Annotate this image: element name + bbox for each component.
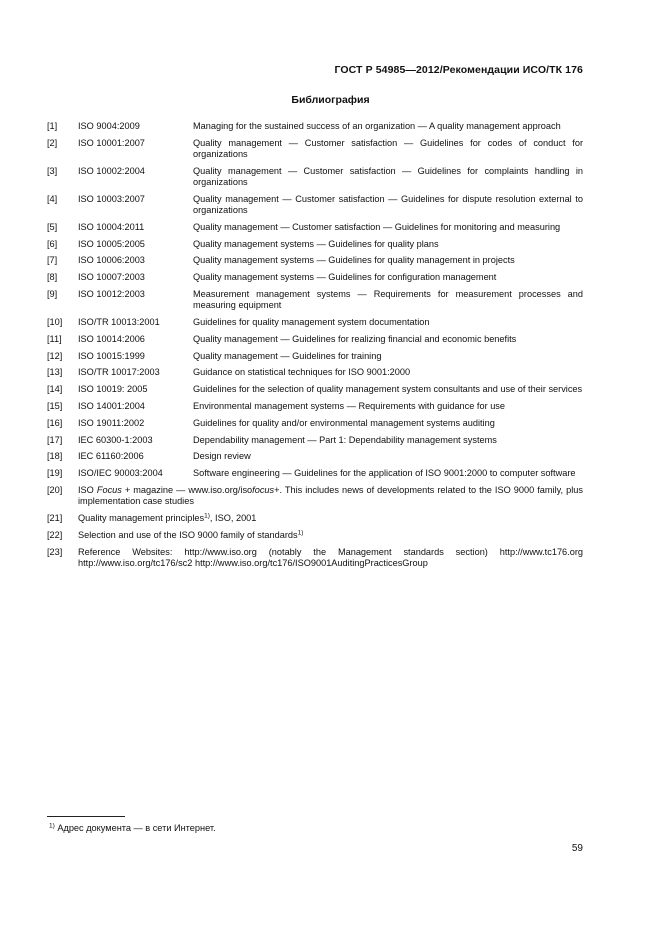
reference-title: Guidance on statistical techniques for ISO 9001:2000 xyxy=(193,367,411,378)
reference-code: ISO 14001:2004 xyxy=(78,400,145,411)
reference-item xyxy=(47,166,583,188)
reference-title: Quality management — Customer satisfaction — Guidelines for complaints handling in organizations xyxy=(193,165,583,187)
reference-item xyxy=(47,255,583,266)
reference-title: Software engineering — Guidelines for the application of ISO 9001:2000 to computer software xyxy=(193,468,576,479)
reference-code: ISO 10002:2004 xyxy=(78,165,145,176)
reference-item xyxy=(47,451,583,462)
page-number: 59 xyxy=(571,843,583,854)
reference-code: ISO 10004:2011 xyxy=(78,221,145,232)
reference-code: ISO 9004:2009 xyxy=(78,121,140,131)
reference-item xyxy=(47,384,583,395)
reference-code: ISO 10005:2005 xyxy=(78,238,145,249)
reference-code: IEC 61160:2006 xyxy=(78,451,144,462)
reference-item xyxy=(47,289,583,311)
footnote-marker: 1) xyxy=(204,512,210,520)
reference-item xyxy=(47,367,583,378)
reference-title: Quality management — Customer satisfaction — Guidelines for dispute resolution external to organizations xyxy=(193,193,583,215)
reference-item xyxy=(47,435,583,446)
website-link[interactable]: http://www.iso.org/tc176/ISO9001AuditingPracticesGroup xyxy=(194,557,428,568)
reference-item xyxy=(47,418,583,429)
reference-title: Quality management systems — Guidelines for quality management in projects xyxy=(193,255,515,266)
website-link[interactable]: http://www.iso.org (notably the Management standards section) xyxy=(184,546,488,557)
reference-item xyxy=(47,138,583,160)
bibliography-list xyxy=(47,121,583,575)
reference-title: Quality management — Guidelines for training xyxy=(193,350,382,361)
reference-number: [6] xyxy=(47,238,58,249)
reference-code: ISO 10006:2003 xyxy=(78,255,145,266)
reference-number: [10] xyxy=(47,316,63,327)
reference-number: [21] xyxy=(47,512,63,523)
reference-code: ISO 10001:2007 xyxy=(78,137,145,148)
reference-code: ISO 10007:2003 xyxy=(78,272,145,283)
website-link[interactable]: http://www.iso.org/tc176/sc2 xyxy=(78,557,193,568)
reference-number: [4] xyxy=(47,193,58,204)
reference-code: ISO 10003:2007 xyxy=(78,193,145,204)
footnote-separator xyxy=(47,816,125,817)
reference-number: [11] xyxy=(47,333,62,344)
reference-code: ISO/TR 10013:2001 xyxy=(78,316,160,327)
reference-title: Quality management — Customer satisfaction — Guidelines for codes of conduct for organizations xyxy=(193,137,583,159)
footnote-marker: 1) xyxy=(49,822,55,830)
reference-item xyxy=(47,485,583,507)
reference-number: [19] xyxy=(47,468,63,479)
page-header: ГОСТ Р 54985—2012/Рекомендации ИСО/ТК 176 xyxy=(334,64,583,76)
reference-code: ISO 10019: 2005 xyxy=(78,384,148,395)
reference-number: [7] xyxy=(47,255,58,266)
footnote: $^{1)}$ Адрес документа — в сети Интернет. xyxy=(49,822,216,833)
reference-number: [15] xyxy=(47,400,63,411)
reference-item xyxy=(47,351,583,362)
reference-item xyxy=(47,513,583,524)
reference-title: Quality management — Customer satisfaction — Guidelines for monitoring and measuring xyxy=(193,221,561,232)
reference-websites xyxy=(78,547,583,569)
reference-number: [13] xyxy=(47,367,63,378)
reference-number: [3] xyxy=(47,165,58,176)
reference-code: ISO 10012:2003 xyxy=(78,288,145,299)
reference-number: [5] xyxy=(47,221,58,232)
section-title: Библиография xyxy=(291,94,370,106)
reference-number: [9] xyxy=(47,288,58,299)
reference-number: [1] xyxy=(47,121,58,131)
reference-number: [20] xyxy=(47,484,63,495)
reference-item xyxy=(47,121,583,132)
reference-number: [17] xyxy=(47,434,63,445)
reference-code: ISO/IEC 90003:2004 xyxy=(78,468,163,479)
reference-text: Quality management principles$^{1)}$, ISO, 2001 xyxy=(78,512,257,523)
reference-text: Selection and use of the ISO 9000 family of standards$^{1)}$ xyxy=(78,529,304,540)
reference-item xyxy=(47,401,583,412)
reference-text: ISO Focus + magazine — www.iso.org/isofocus+. This includes news of developments related to the ISO 9000 family, plus implementation case studies xyxy=(78,484,583,507)
reference-number: [23] xyxy=(47,546,63,557)
reference-item xyxy=(47,468,583,479)
reference-number: [12] xyxy=(47,350,63,361)
reference-number: [16] xyxy=(47,417,63,428)
reference-title: Measurement management systems — Requirements for measurement processes and measuring equipment xyxy=(193,288,583,311)
reference-title: Quality management systems — Guidelines for quality plans xyxy=(193,238,439,249)
reference-title: Quality management systems — Guidelines for configuration management xyxy=(193,272,497,283)
reference-item xyxy=(47,530,583,541)
reference-item xyxy=(47,317,583,328)
reference-item xyxy=(47,334,583,345)
reference-item xyxy=(47,272,583,283)
reference-item xyxy=(47,239,583,250)
reference-title: Design review xyxy=(193,451,251,462)
reference-number: [22] xyxy=(47,529,63,540)
reference-title: Guidelines for the selection of quality management system consultants and use of their services xyxy=(193,384,583,395)
reference-title: Dependability management — Part 1: Dependability management systems xyxy=(193,434,497,445)
reference-title: Quality management — Guidelines for realizing financial and economic benefits xyxy=(193,333,517,344)
reference-item xyxy=(47,222,583,233)
reference-number: [14] xyxy=(47,384,63,395)
reference-code: ISO 10015:1999 xyxy=(78,350,145,361)
reference-code: ISO 10014:2006 xyxy=(78,333,145,344)
reference-code: ISO/TR 10017:2003 xyxy=(78,367,160,378)
website-link[interactable]: http://www.tc176.org xyxy=(499,546,583,557)
reference-item xyxy=(47,547,583,569)
reference-code: IEC 60300-1:2003 xyxy=(78,434,153,445)
reference-code: ISO 19011:2002 xyxy=(78,417,145,428)
reference-title: Guidelines for quality management system documentation xyxy=(193,316,430,327)
reference-title: Managing for the sustained success of an organization — A quality management approach xyxy=(193,121,561,131)
reference-title: Environmental management systems — Requirements with guidance for use xyxy=(193,400,506,411)
reference-title: Guidelines for quality and/or environmental management systems auditing xyxy=(193,417,495,428)
websites-heading: Reference Websites: xyxy=(78,546,173,557)
reference-number: [2] xyxy=(47,137,58,148)
reference-number: [18] xyxy=(47,451,63,462)
footnote-marker: 1) xyxy=(297,529,304,537)
reference-number: [8] xyxy=(47,272,58,283)
reference-item xyxy=(47,194,583,216)
